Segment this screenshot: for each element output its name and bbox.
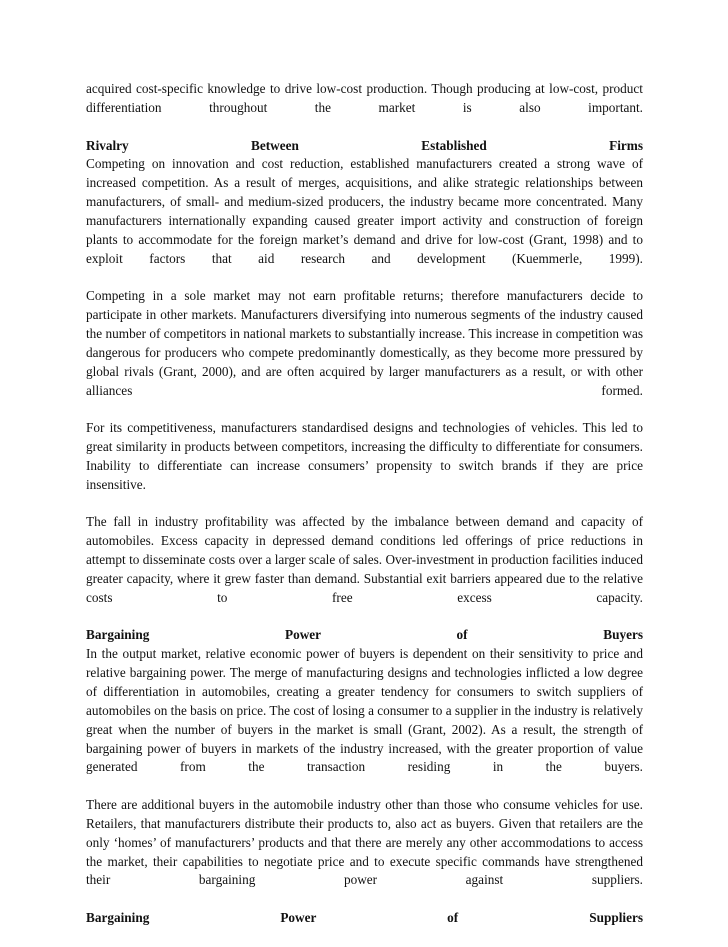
section-suppliers [86, 909, 643, 928]
document-page [86, 80, 643, 947]
body-paragraph: The fall in industry profitability was affected by the imbalance between demand and capacity of automobiles. Excess capacity in depressed demand conditions led offerings of price reductions in attempt to disseminate costs over a larger scale of sales. Over-investment in production facilities induced greater capacity, where it grew faster than demand. Substantial exit barriers appeared due to the relative costs to free excess capacity. [86, 514, 643, 605]
section-heading: Bargaining Power of Buyers [86, 627, 643, 643]
section-heading: Bargaining Power of Suppliers [86, 910, 643, 926]
intro-paragraph: acquired cost-specific knowledge to drive low-cost production. Though producing at low-cost, product differentiation throughout the market is also important. [86, 81, 643, 115]
section-heading: Rivalry Between Established Firms [86, 137, 643, 153]
section-rivalry [86, 137, 643, 269]
body-paragraph: For its competitiveness, manufacturers standardised designs and technologies of vehicles. This led to great similarity in products between competitors, increasing the difficulty to differentiate for consumers. Inability to differentiate can increase consumers’ propensity to switch brands if they are price insensitive. [86, 420, 643, 492]
body-paragraph: Competing on innovation and cost reduction, established manufacturers created a strong wave of increased competition. As a result of merges, acquisitions, and alike strategic relationships between manufacturers, of small- and medium-sized producers, the industry became more concentrated. Many manufacturers internationally expanding caused greater import activity and construction of foreign plants to accommodate for the foreign market’s demand and drive for low-cost (Grant, 1998) and to exploit factors that aid research and development (Kuemmerle, 1999). [86, 156, 643, 266]
body-paragraph: There are additional buyers in the automobile industry other than those who consume vehicles for use. Retailers, that manufacturers distribute their products to, also act as buyers. Given that retailers are the only ‘homes’ of manufacturers’ products and that there are merely any other accommodations to access the market, their capabilities to negotiate price and to execute specific commands have strengthened their bargaining power against suppliers. [86, 797, 643, 888]
body-paragraph: In the output market, relative economic power of buyers is dependent on their sensitivity to price and relative bargaining power. The merge of manufacturing designs and technologies inflicted a low degree of differentiation in automobiles, creating a greater tendency for consumers to switch suppliers of automobiles on the basis on price. The cost of losing a consumer to a supplier in the industry is relatively great when the number of buyers in the market is small (Grant, 2002). As a result, the strength of bargaining power of buyers in markets of the industry increased, with the greater proportion of value generated from the transaction residing in the buyers. [86, 646, 643, 775]
body-paragraph: Competing in a sole market may not earn profitable returns; therefore manufacturers decide to participate in other markets. Manufacturers diversifying into numerous segments of the industry caused the number of competitors in national markets to substantially increase. This increase in competition was dangerous for producers who compete predominantly domestically, as they become more pressured by global rivals (Grant, 2000), and are often acquired by larger manufacturers as a result, or with other alliances formed. [86, 288, 643, 398]
section-buyers [86, 626, 643, 777]
